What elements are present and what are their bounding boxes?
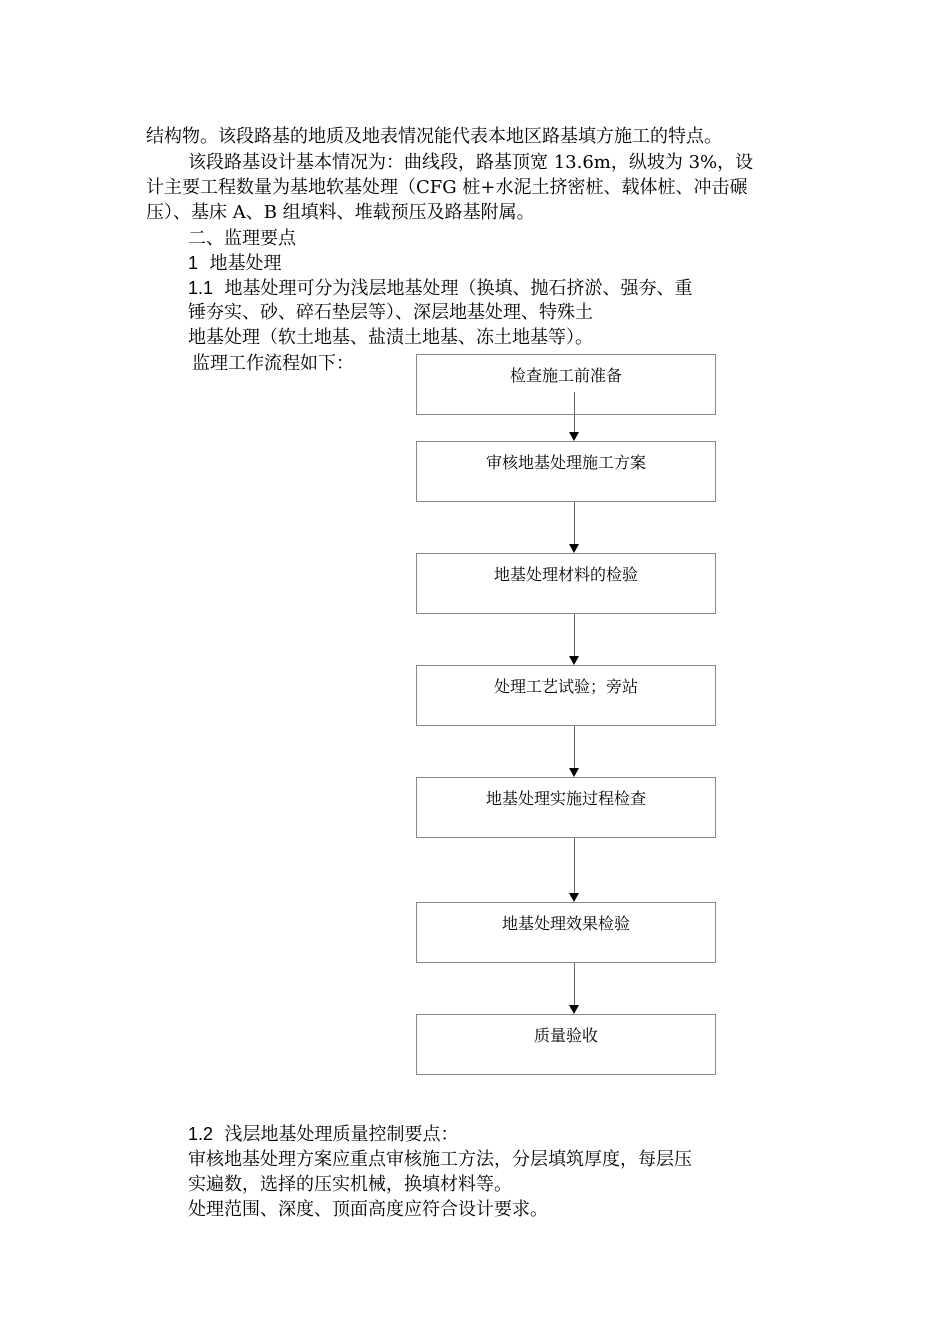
- arrow-down-icon: [569, 768, 579, 777]
- paragraph-line: 锤夯实、砂、碎石垫层等）、深层地基处理、特殊土: [188, 302, 593, 323]
- flow-connector: [574, 726, 575, 768]
- paragraph-line: 审核地基处理方案应重点审核施工方法，分层填筑厚度，每层压: [188, 1149, 692, 1170]
- subsection-title: 地基处理: [209, 253, 282, 274]
- paragraph-line: 实遍数，选择的压实机械，换填材料等。: [188, 1174, 512, 1195]
- flow-step: 审核地基处理施工方案: [416, 441, 716, 502]
- paragraph-line: 计主要工程数量为基地软基处理（CFG 桩+水泥土挤密桩、载体桩、冲击碾: [146, 177, 748, 198]
- paragraph-line: 处理范围、深度、顶面高度应符合设计要求。: [188, 1199, 548, 1220]
- flow-connector: [574, 963, 575, 1005]
- flow-connector: [574, 614, 575, 656]
- paragraph-line: [188, 275, 692, 302]
- subsection-number: 1: [188, 253, 199, 273]
- arrow-down-icon: [569, 1005, 579, 1014]
- paragraph-line: 该段路基设计基本情况为：曲线段，路基顶宽 13.6m，纵坡为 3%，设: [188, 152, 754, 173]
- flow-connector: [574, 838, 575, 893]
- flow-intro: 监理工作流程如下：: [192, 353, 354, 374]
- arrow-down-icon: [569, 893, 579, 902]
- subsection-title: 浅层地基处理质量控制要点：: [224, 1124, 459, 1145]
- paragraph-line: 结构物。该段路基的地质及地表情况能代表本地区路基填方施工的特点。: [146, 126, 722, 147]
- subsection-number: 1.2: [188, 1124, 214, 1144]
- flow-step: 地基处理效果检验: [416, 902, 716, 963]
- flow-step: 质量验收: [416, 1014, 716, 1075]
- paragraph-text: 地基处理可分为浅层地基处理（换填、抛石挤淤、强夯、重: [224, 278, 693, 299]
- subsection-heading: [188, 1121, 458, 1148]
- arrow-down-icon: [569, 656, 579, 665]
- subsection-heading: [188, 250, 281, 277]
- subsection-number: 1.1: [188, 278, 214, 298]
- flow-connector: [574, 502, 575, 544]
- flow-step: 地基处理实施过程检查: [416, 777, 716, 838]
- flow-step: 处理工艺试验；旁站: [416, 665, 716, 726]
- paragraph-line: 地基处理（软土地基、盐渍土地基、冻土地基等）。: [188, 327, 593, 348]
- arrow-down-icon: [569, 544, 579, 553]
- arrow-down-icon: [569, 432, 579, 441]
- flow-step: 检查施工前准备: [416, 354, 716, 415]
- paragraph-line: 压）、基床 A、B 组填料、堆载预压及路基附属。: [146, 202, 535, 223]
- flow-connector: [574, 392, 575, 432]
- flow-step: 地基处理材料的检验: [416, 553, 716, 614]
- section-heading: 二、监理要点: [188, 228, 296, 249]
